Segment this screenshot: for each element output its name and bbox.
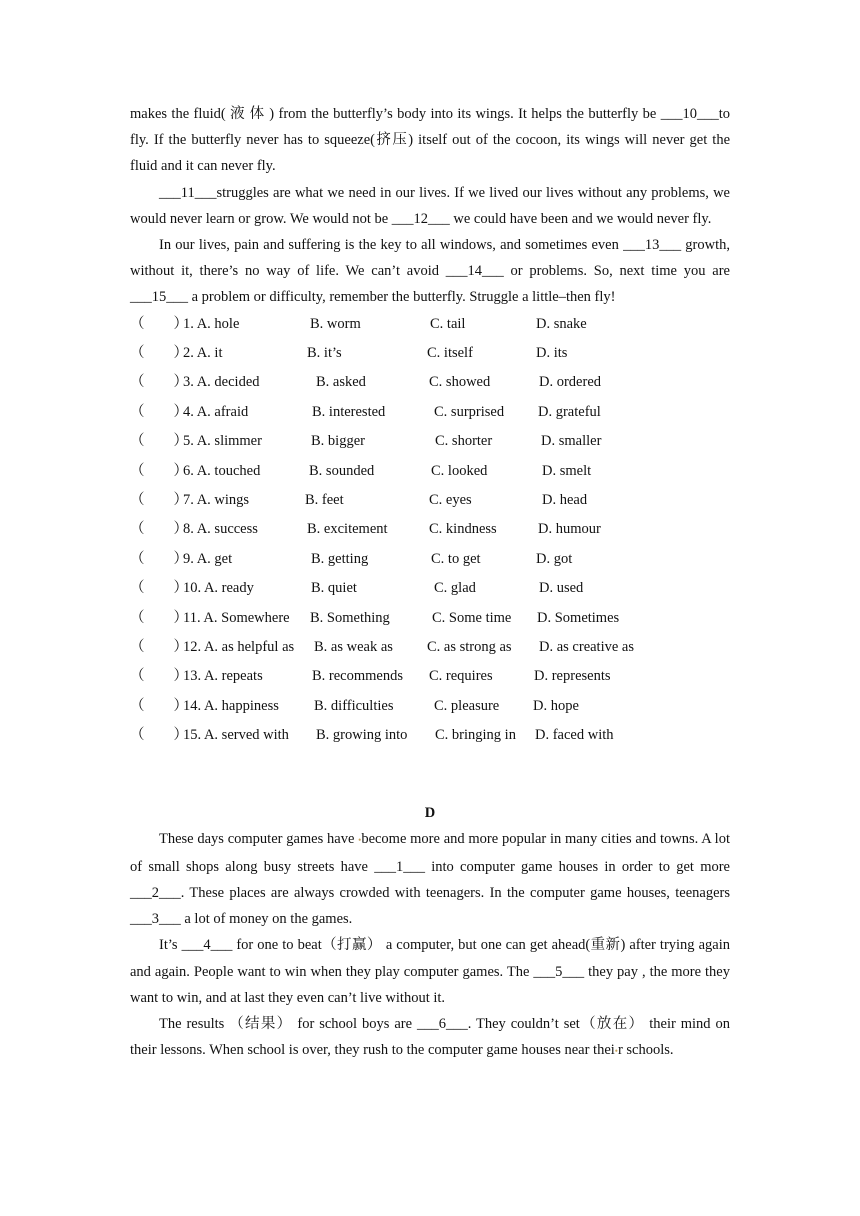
option-a: 11. A. Somewhere [183, 609, 290, 626]
option-a: 9. A. get [183, 550, 233, 567]
option-c: C. Some time [432, 609, 512, 626]
option-a: 13. A. repeats [183, 668, 263, 685]
passage-c-paragraph-1: makes the fluid( 液 体 ) from the butterfly’s body into its wings. It helps the butterfly be ___10___to fly. If the butterfly never has to squeeze(挤压) itself out of the cocoon, its wings will never get the fluid and it can never fly. [130, 106, 730, 175]
option-d: D. head [542, 491, 588, 508]
option-c: C. glad [434, 580, 476, 597]
section-gap [130, 750, 730, 800]
option-d: D. snake [536, 315, 587, 332]
option-a: 5. A. slimmer [183, 433, 262, 450]
editor-mark: • [614, 1046, 618, 1057]
question-row [130, 545, 730, 574]
answer-blank[interactable]: （ ） [130, 462, 188, 479]
option-c: C. pleasure [434, 697, 500, 714]
passage-d-paragraph-1 [130, 826, 730, 932]
option-c: C. as strong as [427, 638, 512, 655]
option-b: B. growing into [316, 727, 408, 744]
option-b: B. as weak as [314, 638, 393, 655]
option-a: 6. A. touched [183, 462, 261, 479]
option-a: 12. A. as helpful as [183, 638, 295, 655]
answer-blank[interactable]: （ ） [130, 638, 188, 655]
option-a: 4. A. afraid [183, 403, 249, 420]
option-d: D. smaller [541, 433, 602, 450]
question-row [130, 398, 730, 427]
passage-c-paragraph-3: In our lives, pain and suffering is the key to all windows, and sometimes even ___13___ growth, without it, there’s no way of life. We can’t avoid ___14___ or problems. So, next time you are ___15___ a problem or difficulty, remember the butterfly. Struggle a little–then fly! [130, 237, 730, 306]
question-row [130, 457, 730, 486]
answer-blank[interactable]: （ ） [130, 697, 188, 714]
option-c: C. showed [429, 374, 491, 391]
question-row [130, 310, 730, 339]
option-b: B. excitement [307, 521, 388, 538]
answer-blank[interactable]: （ ） [130, 521, 188, 538]
option-b: B. worm [310, 315, 361, 332]
option-d: D. faced with [535, 727, 614, 744]
option-c: C. requires [429, 668, 493, 685]
option-b: B. sounded [309, 462, 375, 479]
question-row [130, 633, 730, 662]
question-row [130, 368, 730, 397]
document-page [130, 100, 730, 1064]
option-c: C. shorter [435, 433, 493, 450]
answer-blank[interactable]: （ ） [130, 550, 188, 567]
option-d: D. Sometimes [537, 609, 620, 626]
option-b: B. difficulties [314, 697, 394, 714]
option-a: 10. A. ready [183, 580, 254, 597]
answer-blank[interactable]: （ ） [130, 668, 188, 685]
option-a: 2. A. it [183, 345, 223, 362]
answer-blank[interactable]: （ ） [130, 609, 188, 626]
passage-d-paragraph-2: It’s ___4___ for one to beat（打赢） a computer, but one can get ahead(重新) after trying again and again. People want to win when they play computer games. The ___5___ they pay , the more they want to win, and at last they even can’t live without it. [130, 937, 730, 1006]
answer-blank[interactable]: （ ） [130, 433, 188, 450]
question-row [130, 427, 730, 456]
option-d: D. ordered [539, 374, 602, 391]
option-c: C. tail [430, 315, 466, 332]
option-b: B. feet [305, 491, 344, 508]
option-b: B. getting [311, 550, 369, 567]
option-a: 1. A. hole [183, 315, 240, 332]
paragraph-text: These days computer games have [159, 831, 359, 848]
paragraph-text: become more and more popular in many cities and towns. A lot of small shops along busy streets have ___1___ into computer game houses in order to get more ___2___. These places are always crowded with teenagers. In the computer game houses, teenagers ___3___ a lot of money on the games. [130, 831, 730, 928]
question-row [130, 721, 730, 750]
option-d: D. its [536, 345, 568, 362]
answer-blank[interactable]: （ ） [130, 315, 188, 332]
option-d: D. humour [538, 521, 601, 538]
option-d: D. hope [533, 697, 579, 714]
question-row [130, 662, 730, 691]
option-b: B. interested [312, 403, 386, 420]
option-d: D. used [539, 580, 584, 597]
option-a: 3. A. decided [183, 374, 260, 391]
option-a: 15. A. served with [183, 727, 289, 744]
question-row [130, 339, 730, 368]
option-c: C. kindness [429, 521, 497, 538]
option-a: 8. A. success [183, 521, 258, 538]
option-d: D. represents [534, 668, 611, 685]
option-c: C. bringing in [435, 727, 516, 744]
passage-c-paragraph-2: ___11___struggles are what we need in our lives. If we lived our lives without any problems, we would never learn or grow. We would not be ___12___ we could have been and we would never fly. [130, 184, 730, 227]
option-d: D. smelt [542, 462, 592, 479]
editor-mark: • [358, 835, 362, 846]
answer-blank[interactable]: （ ） [130, 374, 188, 391]
option-b: B. Something [310, 609, 390, 626]
option-d: D. grateful [538, 403, 601, 420]
answer-blank[interactable]: （ ） [130, 491, 188, 508]
question-row [130, 574, 730, 603]
option-c: C. to get [431, 550, 481, 567]
paragraph-text: The results （结果） for school boys are ___6___. They couldn’t set（放在） their mind on their lessons. When school is over, they rush to the computer game houses near thei [130, 1015, 730, 1059]
option-c: C. itself [427, 345, 473, 362]
question-list [130, 310, 730, 751]
answer-blank[interactable]: （ ） [130, 403, 188, 420]
option-a: 7. A. wings [183, 491, 250, 508]
passage-d-paragraph-3 [130, 1011, 730, 1064]
section-title-d: D [424, 805, 436, 822]
paragraph-text: r schools. [617, 1042, 674, 1059]
answer-blank[interactable]: （ ） [130, 580, 188, 597]
option-d: D. got [536, 550, 573, 567]
option-c: C. eyes [429, 491, 472, 508]
option-c: C. surprised [434, 403, 505, 420]
option-c: C. looked [431, 462, 488, 479]
option-a: 14. A. happiness [183, 697, 279, 714]
answer-blank[interactable]: （ ） [130, 727, 188, 744]
option-d: D. as creative as [539, 638, 635, 655]
option-b: B. quiet [311, 580, 357, 597]
option-b: B. recommends [312, 668, 404, 685]
question-row [130, 515, 730, 544]
answer-blank[interactable]: （ ） [130, 345, 188, 362]
question-row [130, 604, 730, 633]
question-row [130, 486, 730, 515]
option-b: B. asked [316, 374, 366, 391]
option-b: B. it’s [307, 345, 342, 362]
question-row [130, 692, 730, 721]
option-b: B. bigger [311, 433, 365, 450]
